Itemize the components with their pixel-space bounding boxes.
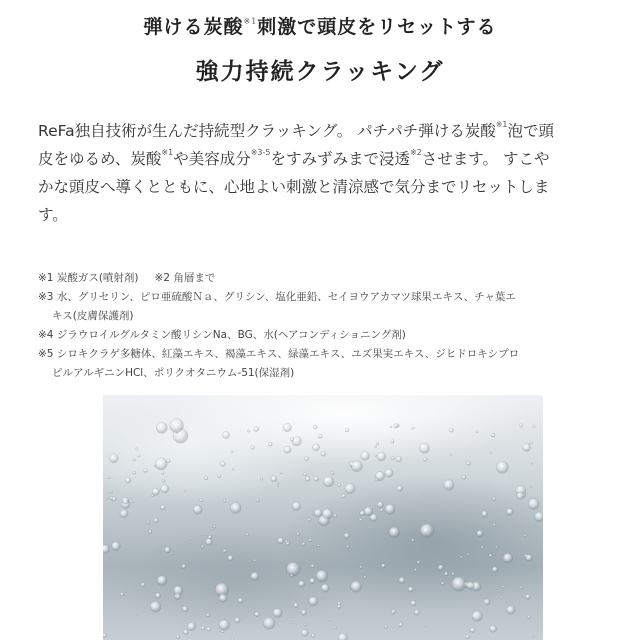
bubble [472,611,483,622]
bubble [230,503,241,514]
subtitle-footnote-mark: ※1 [243,17,258,26]
bubble [526,594,531,599]
bubble [162,472,165,475]
bubble [377,452,386,461]
text-segment: や美容成分 [173,150,251,168]
bubble [520,586,522,588]
foam-bubbles-photo [103,395,543,640]
bubble [421,493,423,495]
bubble [170,553,172,555]
bubble [530,441,533,444]
bubble [502,586,504,588]
text-segment: 皮をゆるめ、炭酸 [38,150,162,168]
bubble [222,431,229,438]
bubble [321,451,326,456]
bubble [385,504,395,514]
bubble [331,472,334,475]
bubble [211,528,213,530]
bubble [444,572,448,576]
bubble [309,597,318,606]
description-line-4: す。 [38,206,68,224]
bubble [467,582,475,590]
bubble [184,489,186,491]
bubble [122,497,129,504]
bubble [205,538,212,545]
bubble [470,628,475,633]
text-segment: をすみずみまで浸透 [270,150,410,168]
bubble [394,424,398,428]
bubble [254,559,257,562]
bubble [291,438,294,441]
footnote-4: ※4 ジラウロイルグルタミン酸リシンNa、BG、水(ヘアコンディショニング剤) [38,329,406,341]
bubble [360,566,363,569]
bubble [148,530,151,533]
bubble [201,545,204,548]
bubble [155,593,160,598]
bubble [223,499,226,502]
subtitle [0,12,640,39]
bubble [232,468,234,470]
bubble [284,446,291,453]
bubble [147,521,150,524]
bubble [280,472,282,474]
bubble [238,598,243,603]
bubble [135,448,137,450]
footnote-mark: ※1 [161,148,174,157]
subtitle-text-a: 弾ける炭酸 [143,16,244,38]
bubble [201,626,205,630]
bubble [109,454,118,463]
bubble [277,485,279,487]
bubble [156,422,167,433]
footnote-2: ※2 角層まで [154,272,216,284]
bubble [342,494,346,498]
bubble [503,553,513,563]
bubble [297,542,299,544]
bubble [183,630,188,635]
bubble [425,624,427,626]
bubble [441,582,444,585]
bubble [507,508,514,515]
bubble [414,610,419,615]
bubble [519,424,522,427]
bubble [484,599,490,605]
bubble [450,453,452,455]
bubble [110,497,113,500]
bubble [531,462,533,464]
bubble [507,606,516,615]
bubble [219,594,227,602]
bubble [314,477,319,482]
bubble [316,570,328,582]
bubble [174,586,183,595]
bubble [286,562,300,576]
bubble [231,451,233,453]
bubble [455,513,457,515]
text-segment: させます。 すこや [421,150,550,168]
bubble [370,507,372,509]
bubble [247,430,250,433]
bubble [221,630,224,633]
bubble [380,509,383,512]
bubble [312,634,316,638]
bubble [399,623,403,627]
bubble [466,461,470,465]
bubble [136,613,138,615]
bubble [501,596,503,598]
bubble [490,625,497,632]
bubble [162,479,165,482]
bubble [207,627,211,631]
bubble [399,577,405,583]
bubble [491,433,495,437]
footnotes [38,269,618,383]
bubble [417,561,420,564]
footnote-3-cont: キス(皮膚保護剤) [52,310,134,322]
bubble [103,633,107,637]
bubble [385,469,393,477]
bubble [301,629,308,636]
bubble [481,546,484,549]
bubble [294,603,299,608]
bubble [187,622,195,630]
bubble [211,586,213,588]
bubble [313,425,317,429]
page-title: 強力持続クラッキング [195,58,445,85]
bubble [138,455,141,458]
bubble [338,633,347,640]
bubble [155,458,167,470]
bubble [452,572,455,575]
footnote-3: ※3 水、グリセリン、ピロ亜硫酸Ｎａ、グリシン、塩化亜鉛、セイヨウアカマツ球果エキス、チャ葉エ [38,291,516,303]
bubble [219,620,230,631]
bubble [334,514,338,518]
bubble [323,476,334,487]
bubble [251,572,259,580]
bubble [476,431,478,433]
bubble [391,456,395,460]
bubble [351,581,362,592]
bubble [444,480,455,491]
bubble [412,539,415,542]
bubble [130,500,133,503]
bubble [290,574,293,577]
bubble [397,486,403,492]
bubble [182,606,188,612]
bubble [204,533,206,535]
bubble [376,442,379,445]
bubble [220,461,225,466]
bubble [251,446,255,450]
bubble [524,535,526,537]
bubble [182,564,186,568]
bubble [345,483,356,494]
bubble [108,476,111,479]
bubble [337,604,341,608]
footnote-5: ※5 シロキクラゲ多糖体、紅藻エキス、褐藻エキス、緑藻エキス、ユズ果実エキス、ジヒドロキシプロ [38,348,520,360]
bubble [334,627,336,629]
bubble [391,612,393,614]
bubble [420,524,434,538]
bubble [291,622,293,624]
bubble [298,581,304,587]
bubble [438,565,444,571]
bubble [303,473,306,476]
bubble [496,461,508,473]
bubble [338,483,341,486]
header [0,12,640,86]
bubble [176,635,179,638]
bubble [321,584,329,592]
bubble [260,478,263,481]
bubble [278,538,284,544]
bubble [254,426,259,431]
bubble [528,616,531,619]
bubble [468,553,470,555]
text-segment: ReFa独自技術が生んだ持続型クラッキング。 パチパチ弾ける炭酸 [38,122,496,140]
bubble [528,498,539,509]
bubble [311,564,314,567]
bubble [228,555,234,561]
bubble [150,601,161,612]
bubbles-texture [103,395,543,640]
bubble [160,505,165,510]
bubble [347,546,350,549]
bubble [112,542,121,551]
bubble [305,477,310,482]
bubble [125,477,131,483]
bubble [449,428,453,432]
bubble [375,455,377,457]
bubble [223,549,226,552]
bubble [532,635,534,637]
bubble [110,490,113,493]
bubble [103,545,110,554]
bubble [361,451,370,460]
bubble [164,547,170,553]
bubble [318,434,322,438]
bubble [141,583,145,587]
bubble [530,485,532,487]
bubble [419,443,429,453]
bubble [534,512,543,522]
bubble [322,509,333,520]
bubble [344,533,350,539]
footnote-mark: ※2 [410,148,422,157]
bubble [256,499,259,502]
bubble [370,514,378,522]
bubble [375,471,384,480]
bubble [460,556,462,558]
bubble [263,617,275,629]
bubble [414,569,417,572]
bubble [200,499,203,502]
bubble [345,428,349,432]
bubble [396,456,402,462]
bubble [305,457,309,461]
bubble [523,444,531,452]
bubble [390,426,392,428]
bubble [493,498,496,501]
bubble [161,485,169,493]
description-line-3: かな頭皮へ導くとともに、心地よい刺激と清涼感で気分までリセットしま [38,178,550,196]
footnote-1: ※1 炭酸ガス(噴射剤) [38,272,139,284]
bubble [302,542,305,545]
bubble [477,530,484,537]
bubble [492,567,498,573]
bubble [107,497,109,499]
text-segment: 泡で頭 [507,122,555,140]
bubble [377,502,383,508]
bubble [190,538,192,540]
bubble [374,445,376,447]
bubble [318,544,320,546]
footnote-5-cont: ピルアルギニンHCl、ポリクオタニウム-51(保湿剤) [52,367,295,379]
bubble [309,578,315,584]
bubble [389,527,400,538]
bubble [313,444,320,451]
bubble [532,425,535,428]
bubble [493,524,495,526]
bubble [255,612,260,617]
bubble [277,482,279,484]
bubble [411,601,416,606]
bubble [364,576,367,579]
footnote-mark: ※1 [495,120,508,129]
bubble [205,476,208,479]
description-line-1 [38,117,613,145]
bubble [351,461,362,472]
bubble [424,458,428,462]
bubble [206,613,210,617]
bubble [268,443,272,447]
bubble [391,440,395,444]
bubble [103,529,104,531]
bubble [466,635,470,639]
bubble [120,510,128,518]
bubble [495,546,497,548]
bubble [314,509,322,517]
bubble [359,518,362,521]
bubble [213,526,216,529]
bubble [381,564,385,568]
bubble [120,593,124,597]
bubble [246,533,249,536]
bubble [273,608,282,617]
bubble [452,577,466,591]
bubble [304,623,307,626]
footnote-1-2 [38,269,618,288]
bubble [154,518,159,523]
bubble [133,458,136,461]
bubble [157,576,167,586]
bubble [489,452,491,454]
footnote-mark: ※3-5 [250,148,271,157]
subtitle-text-b: 刺激で頭皮をリセットする [257,16,497,38]
bubble [462,475,466,479]
bubble [534,523,536,525]
bubble [218,474,221,477]
bubble [271,476,277,482]
bubble [309,539,312,542]
bubble [133,471,136,474]
bubble [285,540,288,543]
bubble [170,419,184,433]
bubble [308,518,311,521]
bubble [152,488,159,495]
bubble [235,618,240,623]
bubble [144,469,148,473]
bubble [385,626,388,629]
description-line-2 [38,145,613,173]
bubble [297,532,300,535]
bubble [300,609,303,612]
bubble [408,587,413,592]
bubble [482,511,488,517]
bubble [526,554,533,561]
bubble [193,505,202,514]
bubble [292,502,301,511]
bubble [517,492,524,499]
description [38,117,613,229]
bubble [283,423,292,432]
bubble [489,554,492,557]
bubble [328,618,330,620]
bubble [412,427,415,430]
